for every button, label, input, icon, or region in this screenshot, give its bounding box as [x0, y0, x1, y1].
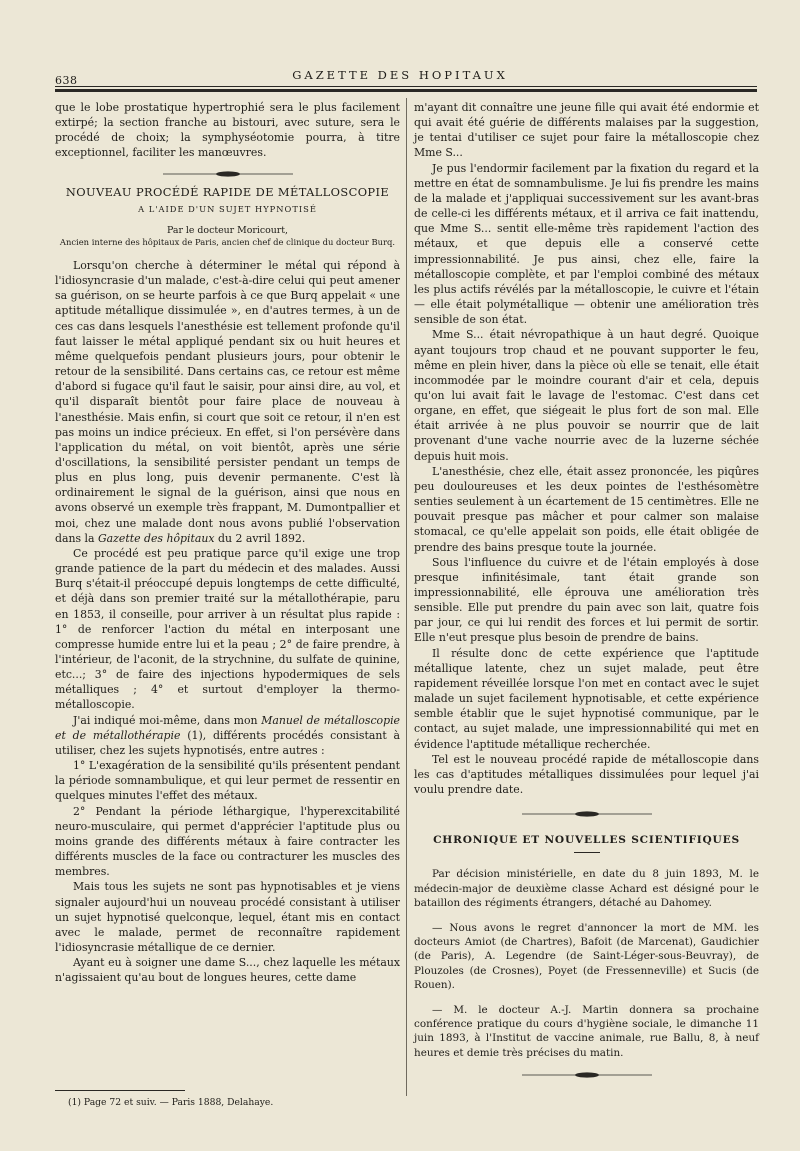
body-paragraph: m'ayant dit connaître une jeune fille qui avait été endormie et qui avait été guérie de différents malaises par la suggestion, je tentai d'utiliser ce sujet pour faire la métalloscopie chez Mme S... — [414, 101, 759, 160]
body-paragraph: Tel est le nouveau procédé rapide de métalloscopie dans les cas d'aptitudes métalliques dissimulées pour lequel j'ai voulu prendre date. — [414, 752, 759, 797]
journal-title: GAZETTE DES HOPITAUX — [292, 68, 508, 82]
footnote: (1) Page 72 et suiv. — Paris 1888, Delahaye. — [68, 1097, 274, 1108]
journal-reference: Gazette des hôpitaux — [97, 531, 215, 545]
news-item: — M. le docteur A.-J. Martin donnera sa prochaine conférence pratique du cours d'hygiène sociale, le dimanche 11 juin 1893, à l'Institut de vaccine animale, rue Ballu, 8, à neuf heures et demie très précises du matin. — [414, 1003, 759, 1059]
body-paragraph: Il résulte donc de cette expérience que l'aptitude métallique latente, chez un sujet malade, peut être rapidement réveillée lorsque l'on met en contact avec le sujet malade un sujet facilement hypnotisable, et cette expérience semble établir que le sujet hypnotisé communique, par le contact, au sujet malade, une impressionnabilité qui met en évidence l'aptitude métallique recherchée. — [414, 646, 759, 751]
section-title: CHRONIQUE ET NOUVELLES SCIENTIFIQUES — [433, 834, 740, 847]
body-paragraph: Je pus l'endormir facilement par la fixation du regard et la mettre en état de somnambulisme. Je lui fis prendre les mains de la malade et j'appliquai successivement sur les avant-bras de celle-ci les différents métaux, et il arriva ce fait inattendu, que Mme S... sentit elle-même très rapidement l'action des métaux, et que depuis elle a conservé cette impressionnabilité. Je pus ainsi, chez elle, faire la métalloscopie complète, et par l'emploi combiné des métaux les plus actifs révélés par la métalloscopie, le cuivre et l'étain — elle était polymétallique — obtenir une amélioration très sensible de son état. — [414, 161, 759, 327]
right-column — [414, 100, 759, 1086]
news-list — [414, 867, 759, 1060]
body-paragraph: Sous l'influence du cuivre et de l'étain employés à dose presque infinitésimale, tant était grande son impressionnabilité, elle éprouva une amélioration très sensible. Elle put prendre du pain avec son lait, quatre fois par jour, ce qui lui rendit des forces et lui permit de sortir. Elle n'eut presque plus besoin de prendre de bains. — [414, 555, 759, 645]
article-title: NOUVEAU PROCÉDÉ RAPIDE DE MÉTALLOSCOPIE — [65, 184, 390, 199]
section-rule — [574, 852, 600, 853]
body-paragraph: Ce procédé est peu pratique parce qu'il exige une trop grande patience de la part du médecin et des malades. Aussi Burq s'était-il préoccupé depuis longtemps de cette difficulté, et déjà dans son premier traité sur la métallothérapie, paru en 1853, il conseille, pour arriver à un résultat plus rapide : 1° de renforcer l'action du métal en interposant une compresse humide entre lui et la peau ; 2° de faire prendre, à l'intérieur, de l'aconit, de la strychnine, du sulfate de quinine, etc...; 3° de faire des injections hypodermiques de sels métalliques ; 4° et surtout d'employer la thermo-métalloscopie. — [55, 546, 400, 712]
body-paragraph: Mme S... était névropathique à un haut degré. Quoique ayant toujours trop chaud et ne pouvant supporter le feu, même en plein hiver, dans la pièce où elle se tenait, elle était incommodée par le moindre courant d'air et cela, depuis qu'on lui avait fait le lavage de l'estomac. C'est dans cet organe, en effet, que siégeait le plus fort de son mal. Elle était arrivée à ne plus pouvoir se nourrir que de lait provenant d'une vache nourrie avec de la luzerne séchée depuis huit mois. — [414, 328, 759, 463]
body-paragraph: L'anesthésie, chez elle, était assez prononcée, les piqûres peu douloureuses et les deux pointes de l'esthésomètre senties seulement à un écartement de 15 centimètres. Elle ne pouvait presque pas mâcher et pour calmer son malaise stomacal, ce qu'elle appelait son poids, elle était obligée de prendre des bains presque toute la journée. — [414, 464, 759, 554]
author-affiliation: Ancien interne des hôpitaux de Paris, ancien chef de clinique du docteur Burq. — [59, 236, 396, 247]
article-subtitle: A L'AIDE D'UN SUJET HYPNOTISÉ — [138, 203, 317, 214]
ornament-divider — [163, 169, 293, 179]
body-paragraph: Ayant eu à soigner une dame S..., chez laquelle les métaux n'agissaient qu'au bout de longues heures, cette dame — [55, 956, 400, 985]
book-reference: Manuel de métalloscopie et de métallothérapie — [55, 713, 400, 742]
body-paragraph: J'ai indiqué moi-même, dans mon Manuel de métalloscopie et de métallothérapie (1), différents procédés consistant à utiliser, chez les sujets hypnotisés, entre autres : — [55, 713, 401, 757]
body-paragraph: 1° L'exagération de la sensibilité qu'ils présentent pendant la période somnambulique, et qui leur permet de ressentir en quelques minutes l'effet des métaux. — [55, 759, 400, 803]
intro-paragraph: que le lobe prostatique hypertrophié sera le plus facilement extirpé; la section franche au bistouri, avec suture, sera le procédé de choix; la symphyséotomie pourra, à titre exceptionnel, faciliter les manœuvres. — [55, 101, 400, 160]
column-divider — [406, 98, 407, 1096]
ornament-divider — [522, 809, 652, 819]
body-paragraph: Mais tous les sujets ne sont pas hypnotisables et je viens signaler aujourd'hui un nouveau procédé consistant à utiliser un sujet hypnotisé quelconque, lequel, étant mis en contact avec le malade, permet de reconnaître rapidement l'idiosyncrasie métallique de ce dernier. — [55, 880, 400, 954]
page-number: 638 — [55, 74, 78, 87]
byline: Par le docteur Moricourt, — [166, 224, 289, 236]
header-rule — [55, 86, 757, 92]
footnote-rule — [55, 1090, 185, 1091]
news-item: Par décision ministérielle, en date du 8 juin 1893, M. le médecin-major de deuxième classe Achard est désigné pour le bataillon des régiments étrangers, détaché au Dahomey. — [414, 868, 759, 910]
ornament-divider — [522, 1070, 652, 1080]
body-paragraph: 2° Pendant la période léthargique, l'hyperexcitabilité neuro-musculaire, qui permet d'apprécier l'aptitude plus ou moins grande des différents métaux à faire contracter les différents muscles de la face ou contracturer les muscles des membres. — [55, 804, 400, 879]
body-paragraph: Lorsqu'on cherche à déterminer le métal qui répond à l'idiosyncrasie d'un malade, c'est-à-dire celui qui peut amener sa guérison, on se heurte parfois à ce que Burq appelait « une aptitude métallique dissimulée », en d'autres termes, à un de ces cas dans lesquels l'anesthésie est tellement profonde qu'il faut laisser le métal appliqué pendant six ou huit heures et même quelquefois pendant plusieurs jours, pour obtenir le retour de la sensibilité. Dans certains cas, ce retour est même d'abord si fugace qu'il faut le saisir, pour ainsi dire, au vol, et qu'il disparaît bientôt pour faire place de nouveau à l'anesthésie. Mais enfin, si court que soit ce retour, il n'en est pas moins un indice précieux. En effet, si l'on persévère dans l'application du métal, on voit bientôt, après une série d'oscillations, la sensibilité persister pendant un temps de plus en plus long, puis devenir permanente. C'est là ordinairement le signal de la guérison, ainsi que nous en avons observé un exemple très frappant, M. Dumontpallier et moi, chez une malade dont nous avons publié l'observation dans la Gazette des hôpitaux du 2 avril 1892. — [55, 258, 400, 545]
left-column — [55, 100, 400, 985]
news-item: — Nous avons le regret d'annoncer la mort de MM. les docteurs Amiot (de Chartres), Bafoit (de Marcenat), Gaudichier (de Paris), A. Legendre (de Saint-Léger-sous-Beuvray), de Plouzoles (de Crosnes), Poyet (de Fressenneville) et Sucis (de Rouen). — [414, 921, 759, 992]
